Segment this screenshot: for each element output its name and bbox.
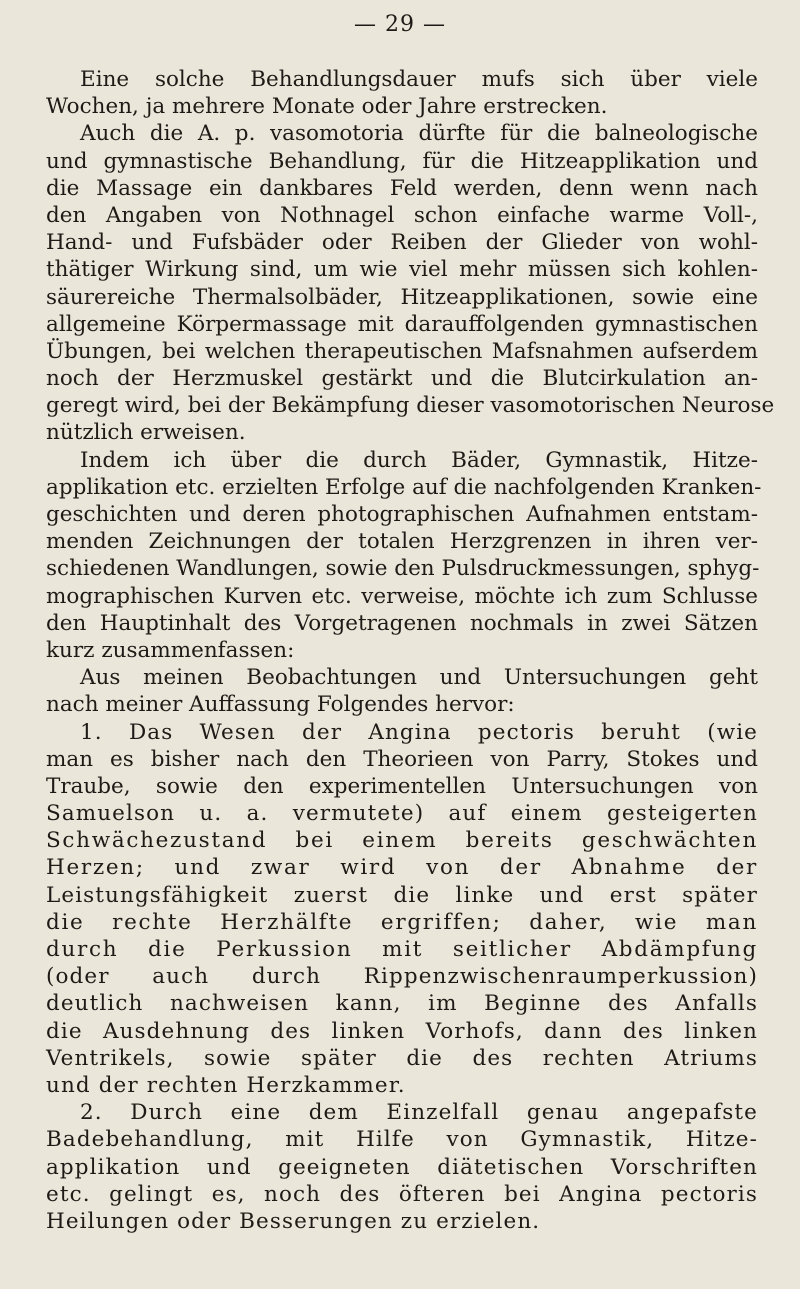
text-line: Schwächezustand bei einem bereits geschwächten [46,828,758,854]
text-line: schiedenen Wandlungen, sowie den Pulsdruckmessungen, sphyg- [46,556,760,582]
text-line: Badebehandlung, mit Hilfe von Gymnastik, Hitze- [46,1127,758,1153]
text-line: Hand- und Fufsbäder oder Reiben der Glieder von wohl- [46,230,758,256]
text-line: den Angaben von Nothnagel schon einfache warme Voll-, [46,202,758,228]
text-line: Ventrikels, sowie später die des rechten Atriums [46,1045,758,1071]
page-number: — 29 — [354,12,446,37]
text-line: geschichten und deren photographischen Aufnahmen entstam- [46,502,758,527]
text-line: Übungen, bei welchen therapeutischen Mafsnahmen aufserdem [46,338,758,364]
text-line: mographischen Kurven etc. verweise, möchte ich zum Schlusse [46,583,758,609]
text-line: 1. Das Wesen der Angina pectoris beruht (wie [80,719,758,745]
text-line: applikation und geeigneten diätetischen Vorschriften [46,1154,758,1180]
text-line: etc. gelingt es, noch des öfteren bei Angina pectoris [46,1181,758,1207]
text-line: allgemeine Körpermassage mit darauffolgenden gymnastischen [46,311,758,337]
text-line: (oder auch durch Rippenzwischenraumperkussion) [46,964,758,990]
text-line: thätiger Wirkung sind, um wie viel mehr müssen sich kohlen- [46,257,758,283]
text-line: den Hauptinhalt des Vorgetragenen nochmals in zwei Sätzen [46,610,758,636]
text-line: Aus meinen Beobachtungen und Untersuchungen geht [80,665,758,691]
text-line: Indem ich über die durch Bäder, Gymnastik, Hitze- [80,447,758,473]
text-line: geregt wird, bei der Bekämpfung dieser vasomotorischen Neurose [46,393,775,419]
text-line: Traube, sowie den experimentellen Untersuchungen von [46,773,758,799]
text-line: noch der Herzmuskel gestärkt und die Blutcirkulation an- [46,366,758,392]
text-line: deutlich nachweisen kann, im Beginne des Anfalls [46,991,758,1017]
text-line: Heilungen oder Besserungen zu erzielen. [46,1208,541,1234]
text-line: Wochen, ja mehrere Monate oder Jahre erstrecken. [46,94,608,120]
text-line: die Massage ein dankbares Feld werden, denn wenn nach [46,175,758,201]
text-line: und der rechten Herzkammer. [46,1072,406,1098]
body-text [46,66,775,1235]
text-line: kurz zusammenfassen: [46,637,295,663]
text-line: nach meiner Auffassung Folgendes hervor: [46,692,515,718]
text-line: menden Zeichnungen der totalen Herzgrenzen in ihren ver- [46,529,758,555]
text-line: Herzen; und zwar wird von der Abnahme der [46,855,758,881]
text-line: applikation etc. erzielten Erfolge auf die nachfolgenden Kranken- [46,474,762,500]
text-line: Eine solche Behandlungsdauer mufs sich über viele [80,67,758,92]
text-line: man es bisher nach den Theorieen von Parry, Stokes und [46,746,758,772]
text-line: die Ausdehnung des linken Vorhofs, dann des linken [46,1018,758,1044]
text-line: Auch die A. p. vasomotoria dürfte für die balneologische [80,121,758,147]
text-line: Samuelson u. a. vermutete) auf einem gesteigerten [46,801,758,827]
text-line: die rechte Herzhälfte ergriffen; daher, wie man [46,909,758,935]
text-line: und gymnastische Behandlung, für die Hitzeapplikation und [46,148,758,174]
text-line: durch die Perkussion mit seitlicher Abdämpfung [46,937,758,962]
text-line: säurereiche Thermalsolbäder, Hitzeapplikationen, sowie eine [46,284,758,310]
text-line: Leistungsfähigkeit zuerst die linke und erst später [46,882,758,908]
text-line: nützlich erweisen. [46,420,246,446]
text-line: 2. Durch eine dem Einzelfall genau angepafste [80,1100,758,1126]
